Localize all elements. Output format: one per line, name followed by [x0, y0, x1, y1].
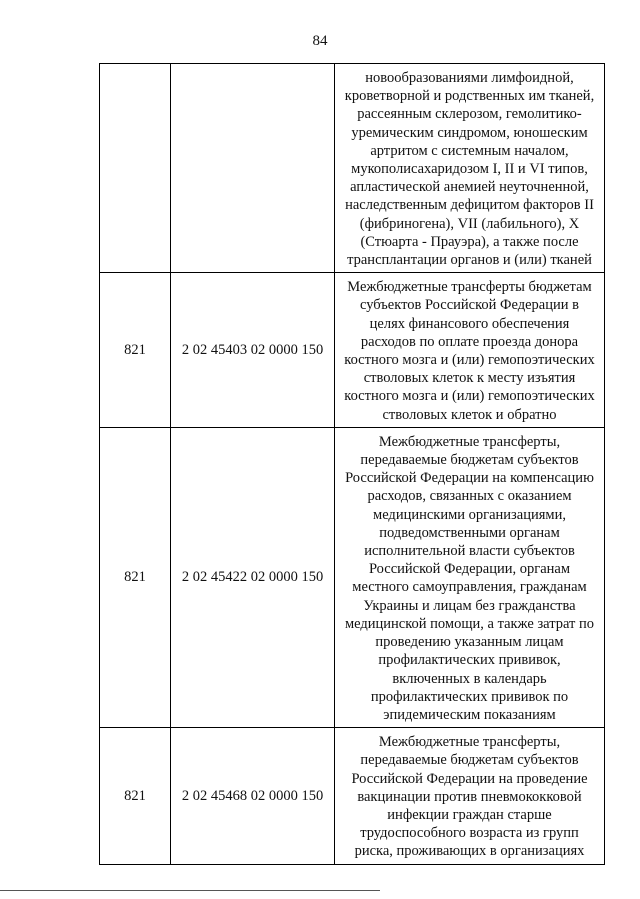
description-line: исполнительной власти субъектов [364, 543, 575, 560]
description-cell [335, 273, 605, 428]
description-line: местного самоуправления, гражданам [352, 579, 587, 596]
description-line: субъектов Российской Федерации в [359, 297, 579, 314]
description-line: подведомственными органам [379, 524, 560, 541]
budget-code-cell: 2 02 45422 02 0000 150 [171, 427, 335, 727]
description-cell [335, 728, 605, 864]
page-number: 84 [312, 33, 328, 49]
description-line: целях финансового обеспечения [369, 315, 570, 332]
table-row [100, 427, 605, 727]
description-line: (Стюарта - Прауэра), а также после [360, 233, 579, 250]
description-cell [335, 427, 605, 727]
description-line: Межбюджетные трансферты бюджетам [347, 279, 592, 296]
description-line: Украины и лицам без гражданства [363, 597, 576, 614]
description-line: апластической анемией неуточненной, [350, 179, 589, 196]
budget-code-cell: 2 02 45468 02 0000 150 [171, 728, 335, 864]
description-line: трансплантации органов и (или) тканей [347, 252, 592, 269]
description-line: костного мозга и (или) гемопоэтических [344, 388, 595, 405]
admin-code-cell: 821 [100, 427, 171, 727]
description-line: уремическим синдромом, юношеским [351, 124, 588, 141]
budget-codes-table [99, 63, 605, 865]
description-line: риска, проживающих в организациях [354, 843, 585, 860]
description-line: включенных в календарь [392, 670, 547, 687]
description-line: Российской Федерации, органам [368, 561, 571, 578]
description-line: проведению указанным лицам [375, 634, 564, 651]
description-line: Межбюджетные трансферты, [378, 433, 561, 450]
description-line: медицинскими организациями, [373, 506, 566, 523]
admin-code-cell: 821 [100, 728, 171, 864]
description-line: вакцинации против пневмококковой [357, 788, 582, 805]
description-line: стволовых клеток к месту изъятия [363, 370, 576, 387]
description-line: Межбюджетные трансферты, [378, 734, 561, 751]
description-line: трудоспособного возраста из групп [360, 825, 579, 842]
description-line: передаваемые бюджетам субъектов [360, 452, 579, 469]
description-line: медицинской помощи, а также затрат по [344, 615, 595, 632]
description-line: артритом с системным началом, [370, 142, 569, 159]
budget-code-cell [171, 64, 335, 273]
table-row [100, 728, 605, 864]
description-line: кроветворной и родственных им тканей, [344, 88, 595, 105]
budget-code-cell: 2 02 45403 02 0000 150 [171, 273, 335, 428]
page-bottom-rule [0, 890, 380, 891]
table-row [100, 273, 605, 428]
description-line: передаваемые бюджетам субъектов [360, 752, 579, 769]
description-line: эпидемическим показаниям [383, 706, 556, 723]
description-line: профилактических прививок, [378, 652, 561, 669]
description-line: (фибриногена), VII (лабильного), X [359, 215, 580, 232]
description-line: стволовых клеток и обратно [382, 406, 557, 423]
description-line: новообразованиями лимфоидной, [365, 70, 574, 86]
description-cell [335, 64, 605, 273]
description-line: костного мозга и (или) гемопоэтических [344, 352, 595, 369]
description-line: расходов, связанных с оказанием [367, 488, 572, 505]
description-line: инфекции граждан старше [387, 806, 552, 823]
description-line: рассеянным склерозом, гемолитико- [357, 106, 582, 123]
description-line: мукополисахаридозом I, II и VI типов, [351, 161, 588, 178]
description-line: наследственным дефицитом факторов II [345, 197, 594, 214]
description-line: Российской Федерации на проведение [351, 770, 588, 787]
admin-code-cell [100, 64, 171, 273]
table-row [100, 64, 605, 273]
description-line: Российской Федерации на компенсацию [345, 470, 594, 487]
description-line: профилактических прививок по [370, 688, 569, 705]
description-line: расходов по оплате проезда донора [360, 333, 579, 350]
admin-code-cell: 821 [100, 273, 171, 428]
